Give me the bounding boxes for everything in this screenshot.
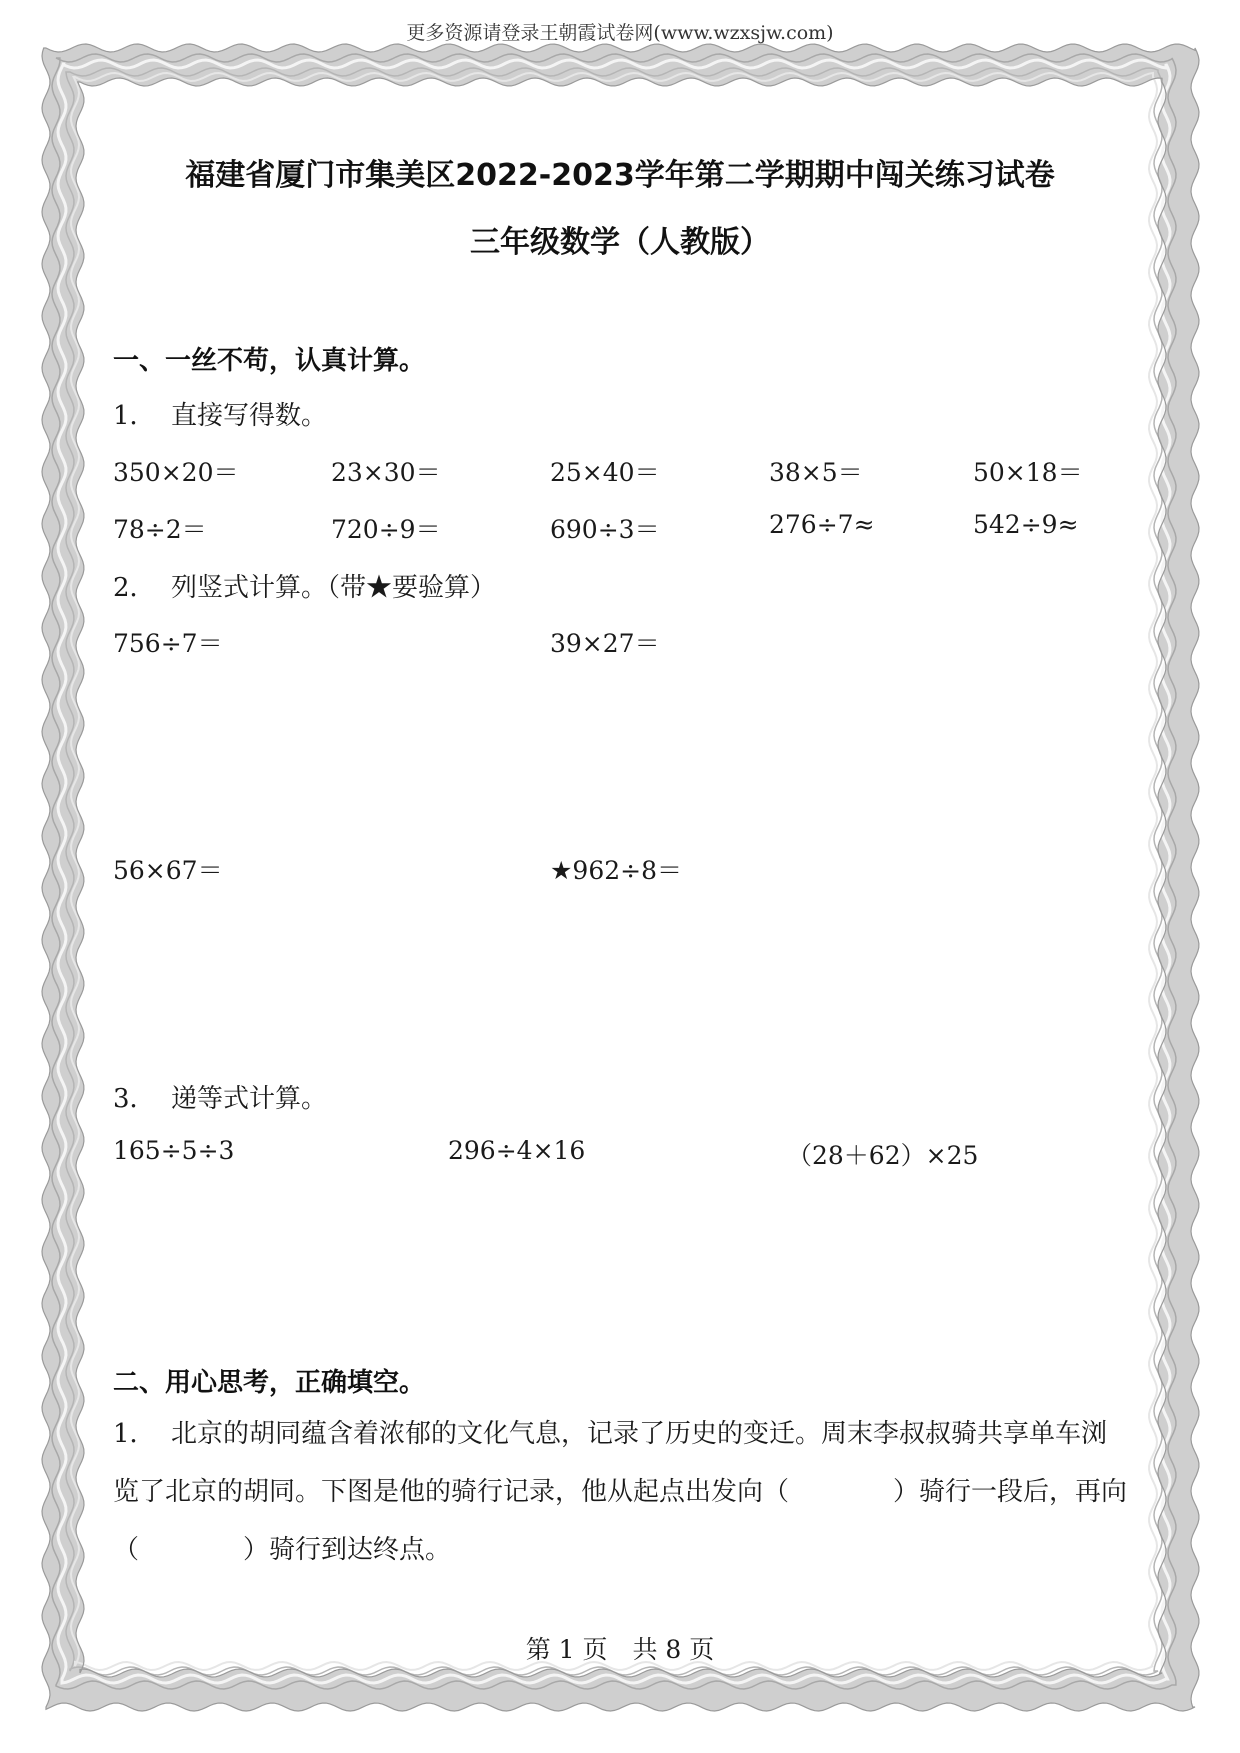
question-text-part2: ）骑行一段后，再向（ — [113, 1477, 1128, 1565]
question-text: 递等式计算。 — [171, 1084, 328, 1114]
oral-calc-item: 542÷9≈ — [973, 510, 1079, 539]
watermark-text: 更多资源请登录王朝霞试卷网(www.wzxsjw.com) — [406, 22, 834, 44]
page-number: 第 1 页 共 8 页 — [525, 1635, 715, 1664]
vertical-calc-item: 756÷7＝ — [113, 629, 223, 658]
step-calc-item: 165÷5÷3 — [113, 1136, 235, 1165]
step-calc-item: （28＋62）×25 — [787, 1141, 979, 1170]
question-1-1 — [113, 395, 327, 432]
oral-calc-item: 25×40＝ — [550, 458, 660, 487]
section-2-heading: 二、用心思考，正确填空。 — [113, 1368, 426, 1398]
step-calc-item: 296÷4×16 — [448, 1136, 586, 1165]
oral-calc-item: 50×18＝ — [973, 458, 1083, 487]
oral-calc-item: 720÷9＝ — [331, 515, 441, 544]
oral-calc-item: 350×20＝ — [113, 458, 239, 487]
question-number: 3． — [113, 1084, 156, 1114]
question-text: 列竖式计算。（带★要验算） — [171, 573, 497, 603]
question-number: 2． — [113, 573, 156, 603]
vertical-calc-item: 56×67＝ — [113, 856, 223, 885]
question-1-3 — [113, 1078, 327, 1115]
oral-calc-item: 38×5＝ — [769, 458, 863, 487]
exam-subtitle: 三年级数学（人教版） — [470, 225, 770, 260]
question-2-1 — [113, 1405, 1128, 1579]
section-1-heading: 一、一丝不苟，认真计算。 — [113, 346, 426, 376]
oral-calc-item: 78÷2＝ — [113, 515, 207, 544]
question-text: 直接写得数。 — [171, 401, 328, 431]
oral-calc-item: 23×30＝ — [331, 458, 441, 487]
question-1-2 — [113, 567, 496, 604]
question-text-part1: 北京的胡同蕴含着浓郁的文化气息，记录了历史的变迁。周末李叔叔骑共享单车浏览了北京的胡同。下图是他的骑行记录，他从起点出发向（ — [113, 1419, 1108, 1507]
vertical-calc-item: 39×27＝ — [550, 629, 660, 658]
vertical-calc-item-verify: ★962÷8＝ — [550, 856, 682, 885]
oral-calc-item: 276÷7≈ — [769, 510, 875, 539]
question-number: 1． — [113, 1419, 156, 1449]
exam-title: 福建省厦门市集美区2022-2023学年第二学期期中闯关练习试卷 — [185, 158, 1055, 193]
oral-calc-item: 690÷3＝ — [550, 515, 660, 544]
question-number: 1． — [113, 401, 156, 431]
question-text-part3: ）骑行到达终点。 — [243, 1535, 452, 1565]
